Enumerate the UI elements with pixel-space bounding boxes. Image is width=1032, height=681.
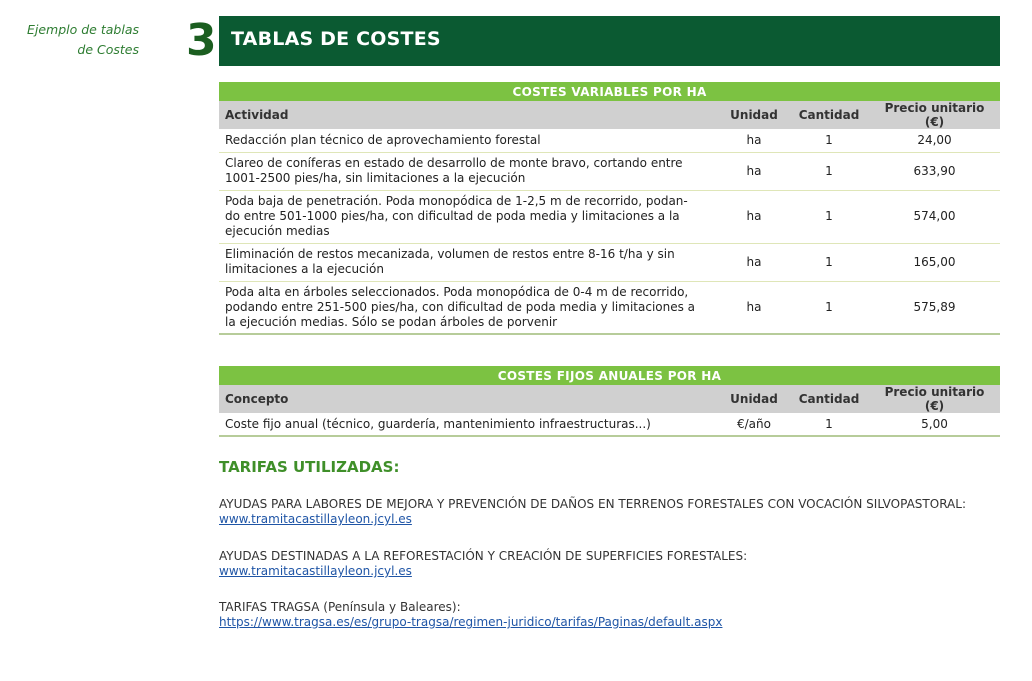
cell-unit: ha [719,129,789,152]
tarifa-item [219,497,966,527]
description-line: Poda baja de penetración. Poda monopódica de 1-2,5 m de recorrido, podan- [225,194,688,208]
tarifa-link[interactable]: www.tramitacastillayleon.jcyl.es [219,564,412,578]
tarifa-link[interactable]: www.tramitacastillayleon.jcyl.es [219,512,412,526]
table-row [219,413,1000,436]
cell-unit: €/año [719,413,789,436]
description-line: Poda alta en árboles seleccionados. Poda monopódica de 0-4 m de recorrido, [225,284,689,299]
cell-quantity: 1 [789,190,869,243]
header-unidad: Unidad [719,101,789,129]
header-concepto: Concepto [219,385,719,413]
table-row [219,243,1000,281]
tarifa-item [219,549,747,579]
fixed-costs-table [219,366,1000,437]
description-line: la ejecución medias. Sólo se podan árboles de porvenir [225,314,558,329]
variable-costs-table [219,82,1000,335]
cell-description [219,413,719,436]
fixed-costs-band: COSTES FIJOS ANUALES POR HA [219,366,1000,385]
description-line: 1001-2500 pies/ha, sin limitaciones a la ejecución [225,171,526,185]
header-precio: Precio unitario (€) [869,385,1000,413]
side-caption-line-2: de Costes [77,42,139,57]
cell-quantity: 1 [789,281,869,334]
variable-costs-band: COSTES VARIABLES POR HA [219,82,1000,101]
header-cantidad: Cantidad [789,385,869,413]
table-row [219,152,1000,190]
header-actividad: Actividad [219,101,719,129]
cell-quantity: 1 [789,152,869,190]
cell-price: 633,90 [869,152,1000,190]
tarifa-link[interactable]: https://www.tragsa.es/es/grupo-tragsa/regimen-juridico/tarifas/Paginas/default.aspx [219,615,723,629]
tarifa-text: AYUDAS DESTINADAS A LA REFORESTACIÓN Y CREACIÓN DE SUPERFICIES FORESTALES: [219,549,748,563]
cell-quantity: 1 [789,243,869,281]
cell-quantity: 1 [789,129,869,152]
side-caption-line-1: Ejemplo de tablas [26,22,139,37]
cell-price: 5,00 [869,413,1000,436]
section-title: TABLAS DE COSTES [231,28,441,50]
cell-price: 24,00 [869,129,1000,152]
description-line: Redacción plan técnico de aprovechamiento forestal [225,132,541,147]
cell-price: 165,00 [869,243,1000,281]
cell-unit: ha [719,190,789,243]
cell-quantity: 1 [789,413,869,436]
cell-description [219,129,719,152]
tarifa-item [219,600,722,630]
cell-unit: ha [719,152,789,190]
table-header-row [219,385,1000,413]
description-line: Clareo de coníferas en estado de desarrollo de monte bravo, cortando entre [225,156,683,170]
cell-unit: ha [719,281,789,334]
side-caption [12,20,139,60]
section-banner [219,16,1000,66]
description-line: ejecución medias [225,224,330,238]
cell-price: 575,89 [869,281,1000,334]
tarifa-text: TARIFAS TRAGSA (Península y Baleares): [219,600,461,614]
tarifa-text: AYUDAS PARA LABORES DE MEJORA Y PREVENCIÓN DE DAÑOS EN TERRENOS FORESTALES CON VOCACIÓN SILVOPASTORAL: [219,497,966,511]
header-precio: Precio unitario (€) [869,101,1000,129]
table-header-row [219,101,1000,129]
description-line: limitaciones a la ejecución [225,262,384,276]
section-number: 3 [186,15,217,66]
header-cantidad: Cantidad [789,101,869,129]
description-line: podando entre 251-500 pies/ha, con dificultad de poda media y limitaciones a [225,299,696,314]
cell-unit: ha [719,243,789,281]
description-line: Coste fijo anual (técnico, guardería, mantenimiento infraestructuras...) [225,416,651,431]
description-line: Eliminación de restos mecanizada, volumen de restos entre 8-16 t/ha y sin [225,247,675,261]
tarifas-heading: TARIFAS UTILIZADAS: [219,458,400,476]
table-row [219,190,1000,243]
cell-price: 574,00 [869,190,1000,243]
cell-description [219,281,719,334]
cell-description [219,190,719,243]
table-row [219,281,1000,334]
cell-description [219,243,719,281]
table-row [219,129,1000,152]
header-unidad: Unidad [719,385,789,413]
description-line: do entre 501-1000 pies/ha, con dificultad de poda media y limitaciones a la [225,209,680,223]
cell-description [219,152,719,190]
